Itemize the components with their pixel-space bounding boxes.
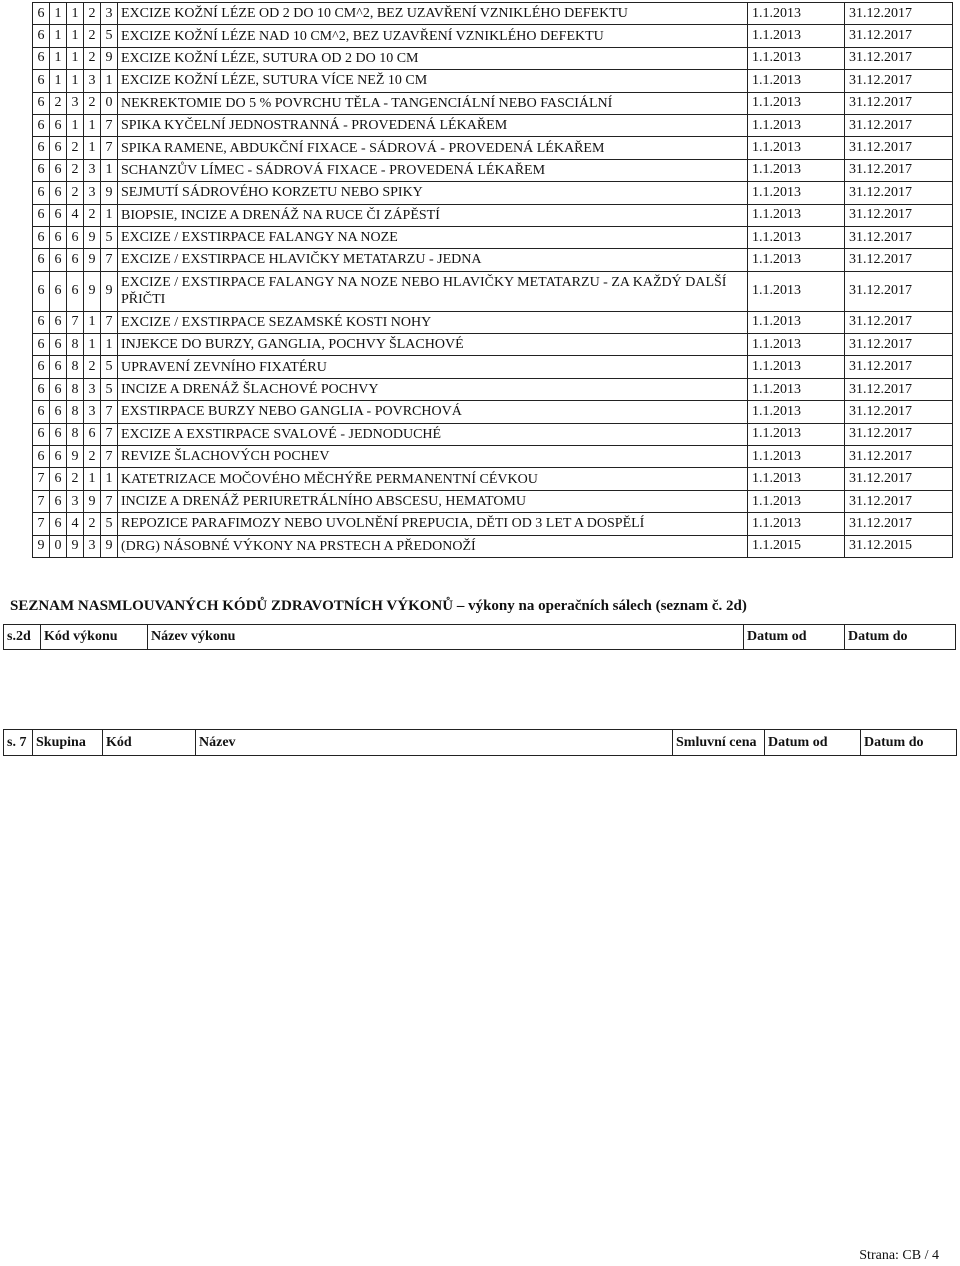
date-from: 1.1.2013	[748, 249, 845, 271]
code-digit: 1	[101, 204, 118, 226]
code-digit: 3	[84, 378, 101, 400]
date-from: 1.1.2013	[748, 490, 845, 512]
code-digit: 7	[33, 490, 50, 512]
code-digit: 6	[33, 92, 50, 114]
table-row	[33, 70, 953, 92]
code-digit: 6	[50, 401, 67, 423]
code-digit: 7	[67, 311, 84, 333]
code-digit: 6	[33, 334, 50, 356]
procedure-codes-table	[32, 2, 953, 558]
code-digit: 5	[101, 513, 118, 535]
code-digit: 6	[50, 114, 67, 136]
procedure-name: INCIZE A DRENÁŽ ŠLACHOVÉ POCHVY	[118, 378, 748, 400]
code-digit: 7	[101, 311, 118, 333]
date-to: 31.12.2017	[845, 70, 953, 92]
table-header-row	[4, 730, 957, 756]
code-digit: 1	[67, 3, 84, 25]
table-row	[33, 204, 953, 226]
col-name: Název	[196, 730, 673, 756]
code-digit: 6	[50, 423, 67, 445]
date-from: 1.1.2013	[748, 137, 845, 159]
table-row	[33, 137, 953, 159]
col-group: Skupina	[33, 730, 103, 756]
code-digit: 3	[67, 490, 84, 512]
code-digit: 4	[67, 204, 84, 226]
code-digit: 1	[84, 137, 101, 159]
code-digit: 1	[50, 3, 67, 25]
code-digit: 6	[33, 70, 50, 92]
code-digit: 7	[101, 490, 118, 512]
code-digit: 7	[101, 249, 118, 271]
col-name: Název výkonu	[148, 625, 744, 650]
table-row	[33, 334, 953, 356]
code-digit: 6	[33, 159, 50, 181]
code-digit: 2	[84, 92, 101, 114]
code-digit: 3	[84, 70, 101, 92]
col-date-to: Datum do	[861, 730, 957, 756]
procedure-name: BIOPSIE, INCIZE A DRENÁŽ NA RUCE ČI ZÁPĚSTÍ	[118, 204, 748, 226]
code-digit: 7	[101, 423, 118, 445]
procedure-name: SPIKA RAMENE, ABDUKČNÍ FIXACE - SÁDROVÁ - PROVEDENÁ LÉKAŘEM	[118, 137, 748, 159]
code-digit: 9	[101, 271, 118, 311]
code-digit: 6	[33, 137, 50, 159]
date-to: 31.12.2017	[845, 92, 953, 114]
code-digit: 6	[50, 226, 67, 248]
code-digit: 8	[67, 378, 84, 400]
code-digit: 9	[101, 47, 118, 69]
code-digit: 5	[101, 378, 118, 400]
col-date-to: Datum do	[845, 625, 956, 650]
date-to: 31.12.2017	[845, 513, 953, 535]
code-digit: 6	[50, 513, 67, 535]
code-digit: 2	[84, 356, 101, 378]
date-to: 31.12.2017	[845, 356, 953, 378]
procedure-name: KATETRIZACE MOČOVÉHO MĚCHÝŘE PERMANENTNÍ CÉVKOU	[118, 468, 748, 490]
code-digit: 9	[84, 271, 101, 311]
code-digit: 9	[67, 446, 84, 468]
date-from: 1.1.2013	[748, 468, 845, 490]
code-digit: 0	[101, 92, 118, 114]
date-from: 1.1.2013	[748, 25, 845, 47]
procedure-name: EXCIZE KOŽNÍ LÉZE, SUTURA OD 2 DO 10 CM	[118, 47, 748, 69]
code-digit: 6	[50, 271, 67, 311]
code-digit: 2	[84, 3, 101, 25]
table-row	[33, 249, 953, 271]
code-digit: 6	[50, 490, 67, 512]
code-digit: 2	[50, 92, 67, 114]
code-digit: 7	[101, 401, 118, 423]
date-to: 31.12.2017	[845, 114, 953, 136]
col-code: Kód	[103, 730, 196, 756]
code-digit: 7	[101, 446, 118, 468]
code-digit: 2	[84, 446, 101, 468]
code-digit: 3	[84, 401, 101, 423]
date-from: 1.1.2013	[748, 513, 845, 535]
date-from: 1.1.2013	[748, 423, 845, 445]
date-to: 31.12.2017	[845, 446, 953, 468]
date-from: 1.1.2013	[748, 92, 845, 114]
procedure-name: EXCIZE / EXSTIRPACE HLAVIČKY METATARZU - JEDNA	[118, 249, 748, 271]
code-digit: 8	[67, 401, 84, 423]
date-from: 1.1.2015	[748, 535, 845, 557]
procedure-name: EXCIZE KOŽNÍ LÉZE OD 2 DO 10 CM^2, BEZ UZAVŘENÍ VZNIKLÉHO DEFEKTU	[118, 3, 748, 25]
code-digit: 9	[67, 535, 84, 557]
code-digit: 2	[84, 204, 101, 226]
date-from: 1.1.2013	[748, 114, 845, 136]
date-from: 1.1.2013	[748, 446, 845, 468]
date-to: 31.12.2017	[845, 490, 953, 512]
code-digit: 1	[67, 114, 84, 136]
procedure-name: EXCIZE / EXSTIRPACE FALANGY NA NOZE NEBO HLAVIČKY METATARZU - ZA KAŽDÝ DALŠÍ PŘIČTI	[118, 271, 748, 311]
date-from: 1.1.2013	[748, 311, 845, 333]
date-to: 31.12.2017	[845, 423, 953, 445]
code-digit: 2	[67, 159, 84, 181]
code-digit: 8	[67, 423, 84, 445]
procedure-name: EXCIZE KOŽNÍ LÉZE, SUTURA VÍCE NEŽ 10 CM	[118, 70, 748, 92]
procedure-name: SEJMUTÍ SÁDROVÉHO KORZETU NEBO SPIKY	[118, 182, 748, 204]
code-digit: 8	[67, 334, 84, 356]
date-from: 1.1.2013	[748, 3, 845, 25]
code-digit: 6	[50, 468, 67, 490]
code-digit: 6	[84, 423, 101, 445]
table-header-row	[4, 625, 956, 650]
table-row	[33, 3, 953, 25]
code-digit: 1	[84, 334, 101, 356]
date-from: 1.1.2013	[748, 159, 845, 181]
procedure-name: EXCIZE KOŽNÍ LÉZE NAD 10 CM^2, BEZ UZAVŘENÍ VZNIKLÉHO DEFEKTU	[118, 25, 748, 47]
code-digit: 1	[50, 47, 67, 69]
code-digit: 6	[50, 446, 67, 468]
procedure-name: EXCIZE / EXSTIRPACE FALANGY NA NOZE	[118, 226, 748, 248]
date-to: 31.12.2017	[845, 311, 953, 333]
date-to: 31.12.2017	[845, 468, 953, 490]
code-digit: 6	[33, 446, 50, 468]
date-from: 1.1.2013	[748, 271, 845, 311]
table-row	[33, 423, 953, 445]
date-from: 1.1.2013	[748, 70, 845, 92]
code-digit: 9	[84, 249, 101, 271]
date-from: 1.1.2013	[748, 356, 845, 378]
procedure-name: INCIZE A DRENÁŽ PERIURETRÁLNÍHO ABSCESU, HEMATOMU	[118, 490, 748, 512]
code-digit: 6	[33, 3, 50, 25]
procedure-name: SPIKA KYČELNÍ JEDNOSTRANNÁ - PROVEDENÁ LÉKAŘEM	[118, 114, 748, 136]
code-digit: 2	[67, 137, 84, 159]
code-digit: 6	[50, 182, 67, 204]
code-digit: 1	[101, 70, 118, 92]
code-digit: 6	[33, 226, 50, 248]
code-digit: 1	[101, 334, 118, 356]
code-digit: 1	[101, 159, 118, 181]
code-digit: 1	[67, 25, 84, 47]
code-digit: 6	[50, 311, 67, 333]
date-from: 1.1.2013	[748, 226, 845, 248]
code-digit: 5	[101, 356, 118, 378]
date-to: 31.12.2017	[845, 401, 953, 423]
code-digit: 9	[101, 182, 118, 204]
table-row	[33, 114, 953, 136]
code-digit: 6	[50, 159, 67, 181]
date-to: 31.12.2017	[845, 159, 953, 181]
date-from: 1.1.2013	[748, 401, 845, 423]
code-digit: 6	[50, 204, 67, 226]
section-heading: SEZNAM NASMLOUVANÝCH KÓDŮ ZDRAVOTNÍCH VÝKONŮ – výkony na operačních sálech (seznam č. 2d)	[10, 598, 747, 614]
date-to: 31.12.2015	[845, 535, 953, 557]
table-row	[33, 226, 953, 248]
code-digit: 6	[50, 356, 67, 378]
code-digit: 6	[33, 423, 50, 445]
date-to: 31.12.2017	[845, 25, 953, 47]
table-row	[33, 311, 953, 333]
procedure-name: NEKREKTOMIE DO 5 % POVRCHU TĚLA - TANGENCIÁLNÍ NEBO FASCIÁLNÍ	[118, 92, 748, 114]
code-digit: 1	[50, 25, 67, 47]
code-digit: 6	[33, 182, 50, 204]
code-digit: 6	[33, 114, 50, 136]
table-row	[33, 271, 953, 311]
code-digit: 6	[33, 401, 50, 423]
date-to: 31.12.2017	[845, 334, 953, 356]
table-row	[33, 378, 953, 400]
code-digit: 3	[84, 535, 101, 557]
date-to: 31.12.2017	[845, 182, 953, 204]
code-digit: 1	[101, 468, 118, 490]
col-contract-price: Smluvní cena	[673, 730, 765, 756]
table-row	[33, 513, 953, 535]
col-date-from: Datum od	[744, 625, 845, 650]
table-row	[33, 535, 953, 557]
code-digit: 1	[67, 47, 84, 69]
table-row	[33, 92, 953, 114]
code-digit: 4	[67, 513, 84, 535]
code-digit: 6	[33, 356, 50, 378]
code-digit: 3	[84, 182, 101, 204]
code-digit: 3	[84, 159, 101, 181]
code-digit: 6	[33, 47, 50, 69]
code-digit: 5	[101, 226, 118, 248]
table-row	[33, 401, 953, 423]
code-digit: 0	[50, 535, 67, 557]
col-code: Kód výkonu	[41, 625, 148, 650]
procedure-name: REPOZICE PARAFIMOZY NEBO UVOLNĚNÍ PREPUCIA, DĚTI OD 3 LET A DOSPĚLÍ	[118, 513, 748, 535]
table-row	[33, 159, 953, 181]
code-digit: 1	[84, 468, 101, 490]
date-to: 31.12.2017	[845, 204, 953, 226]
code-digit: 2	[84, 47, 101, 69]
procedure-name: REVIZE ŠLACHOVÝCH POCHEV	[118, 446, 748, 468]
date-to: 31.12.2017	[845, 378, 953, 400]
code-digit: 2	[84, 25, 101, 47]
procedure-name: SCHANZŮV LÍMEC - SÁDROVÁ FIXACE - PROVEDENÁ LÉKAŘEM	[118, 159, 748, 181]
code-digit: 9	[84, 226, 101, 248]
code-digit: 5	[101, 25, 118, 47]
list-2d-header-table	[3, 624, 956, 650]
table-row	[33, 446, 953, 468]
procedure-name: EXCIZE A EXSTIRPACE SVALOVÉ - JEDNODUCHÉ	[118, 423, 748, 445]
code-digit: 6	[50, 137, 67, 159]
list-7-header-table	[3, 729, 957, 756]
code-digit: 7	[101, 114, 118, 136]
code-digit: 1	[84, 114, 101, 136]
date-to: 31.12.2017	[845, 3, 953, 25]
date-from: 1.1.2013	[748, 378, 845, 400]
code-digit: 2	[84, 513, 101, 535]
code-digit: 9	[33, 535, 50, 557]
table-row	[33, 356, 953, 378]
code-digit: 3	[67, 92, 84, 114]
code-digit: 6	[33, 204, 50, 226]
col-date-from: Datum od	[765, 730, 861, 756]
code-digit: 9	[84, 490, 101, 512]
code-digit: 2	[67, 468, 84, 490]
date-to: 31.12.2017	[845, 249, 953, 271]
code-digit: 6	[67, 271, 84, 311]
table-row	[33, 47, 953, 69]
date-from: 1.1.2013	[748, 334, 845, 356]
code-digit: 6	[33, 271, 50, 311]
code-digit: 1	[84, 311, 101, 333]
code-digit: 6	[50, 249, 67, 271]
table-row	[33, 182, 953, 204]
procedure-name: INJEKCE DO BURZY, GANGLIA, POCHVY ŠLACHOVÉ	[118, 334, 748, 356]
code-digit: 1	[50, 70, 67, 92]
code-digit: 6	[33, 311, 50, 333]
code-digit: 8	[67, 356, 84, 378]
code-digit: 7	[101, 137, 118, 159]
procedure-name: EXCIZE / EXSTIRPACE SEZAMSKÉ KOSTI NOHY	[118, 311, 748, 333]
code-digit: 6	[67, 249, 84, 271]
date-from: 1.1.2013	[748, 182, 845, 204]
date-to: 31.12.2017	[845, 271, 953, 311]
table-row	[33, 490, 953, 512]
code-digit: 6	[67, 226, 84, 248]
procedure-name: (DRG) NÁSOBNÉ VÝKONY NA PRSTECH A PŘEDONOŽÍ	[118, 535, 748, 557]
date-to: 31.12.2017	[845, 47, 953, 69]
code-digit: 2	[67, 182, 84, 204]
code-digit: 3	[101, 3, 118, 25]
date-to: 31.12.2017	[845, 226, 953, 248]
col-list-id: s.2d	[4, 625, 41, 650]
procedure-codes-body	[33, 3, 953, 558]
code-digit: 7	[33, 513, 50, 535]
code-digit: 6	[33, 25, 50, 47]
code-digit: 6	[50, 334, 67, 356]
date-from: 1.1.2013	[748, 204, 845, 226]
procedure-name: EXSTIRPACE BURZY NEBO GANGLIA - POVRCHOVÁ	[118, 401, 748, 423]
table-row	[33, 468, 953, 490]
code-digit: 1	[67, 70, 84, 92]
col-list-id: s. 7	[4, 730, 33, 756]
date-to: 31.12.2017	[845, 137, 953, 159]
code-digit: 6	[33, 249, 50, 271]
code-digit: 7	[33, 468, 50, 490]
date-from: 1.1.2013	[748, 47, 845, 69]
procedure-name: UPRAVENÍ ZEVNÍHO FIXATÉRU	[118, 356, 748, 378]
page-footer: Strana: CB / 4	[859, 1248, 939, 1263]
code-digit: 6	[50, 378, 67, 400]
table-row	[33, 25, 953, 47]
code-digit: 9	[101, 535, 118, 557]
code-digit: 6	[33, 378, 50, 400]
